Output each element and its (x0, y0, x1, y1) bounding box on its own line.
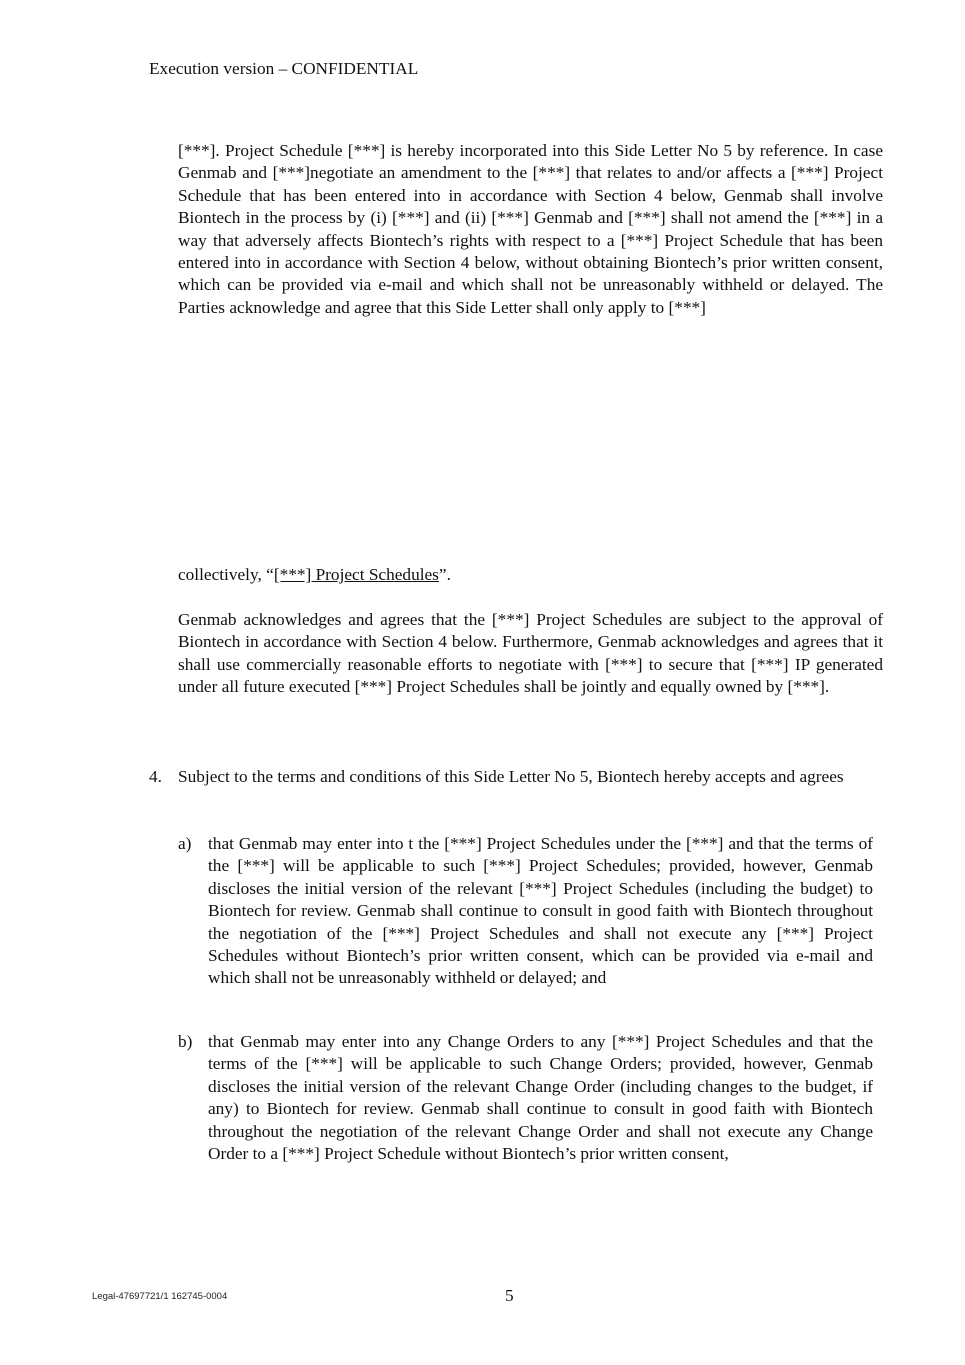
collectively-suffix: ”. (438, 565, 451, 584)
item-b-label: b) (178, 1032, 193, 1051)
item-a-text: that Genmab may enter into t the [***] Project Schedules under the [***] and that the terms of the [***] will be applicable to such [***] Project Schedules; provided, however, Genmab discloses the initial version of the relevant [***] Project Schedules (including the budget) to Biontech for review. Genmab shall continue to consult in good faith with Biontech throughout the negotiation of the [***] Project Schedules and shall not execute any [***] Project Schedules without Biontech’s prior written consent, which can be provided via e-mail and which shall not be unreasonably withheld or delayed; and (208, 834, 873, 988)
paragraph-project-schedule: [***]. Project Schedule [***] is hereby incorporated into this Side Letter No 5 by reference. In case Genmab and [***]negotiate an amendment to the [***] that relates to and/or affects a [***] Project Schedule that has been entered into in accordance with Section 4 below, Genmab shall involve Biontech in the process by (i) [***] and (ii) [***] Genmab and [***] shall not amend the [***] in a way that adversely affects Biontech’s rights with respect to a [***] Project Schedule that has been entered into in accordance with Section 4 below, without obtaining Biontech’s prior written consent, which can be provided via e-mail and which shall not be unreasonably withheld or delayed. The Parties acknowledge and agree that this Side Letter shall only apply to [***] (178, 141, 883, 317)
defined-term: [***] Project Schedules (273, 565, 439, 584)
page-number: 5 (505, 1286, 514, 1305)
section-4-number: 4. (149, 767, 162, 786)
collectively-prefix: collectively, “ (178, 565, 274, 584)
item-b-text: that Genmab may enter into any Change Orders to any [***] Project Schedules and that the terms of the [***] will be applicable to such Change Orders; provided, however, Genmab discloses the initial version of the relevant Change Order (including changes to the budget, if any) to Biontech for review. Genmab shall continue to consult in good faith with Biontech throughout the negotiation of the relevant Change Order and shall not execute any Change Order to a [***] Project Schedule without Biontech’s prior written consent, (208, 1032, 873, 1164)
item-a-label: a) (178, 834, 192, 853)
paragraph-collectively (178, 564, 883, 586)
paragraph-genmab-acknowledges: Genmab acknowledges and agrees that the [***] Project Schedules are subject to the approval of Biontech in accordance with Section 4 below. Furthermore, Genmab acknowledges and agrees that it shall use commercially reasonable efforts to negotiate with [***] to secure that [***] IP generated under all future executed [***] Project Schedules shall be jointly and equally owned by [***]. (178, 610, 883, 697)
footer-document-reference: Legal-47697721/1 162745-0004 (92, 1291, 228, 1302)
section-4-text: Subject to the terms and conditions of this Side Letter No 5, Biontech hereby accepts and agrees (178, 767, 844, 786)
document-header: Execution version – CONFIDENTIAL (149, 59, 419, 78)
